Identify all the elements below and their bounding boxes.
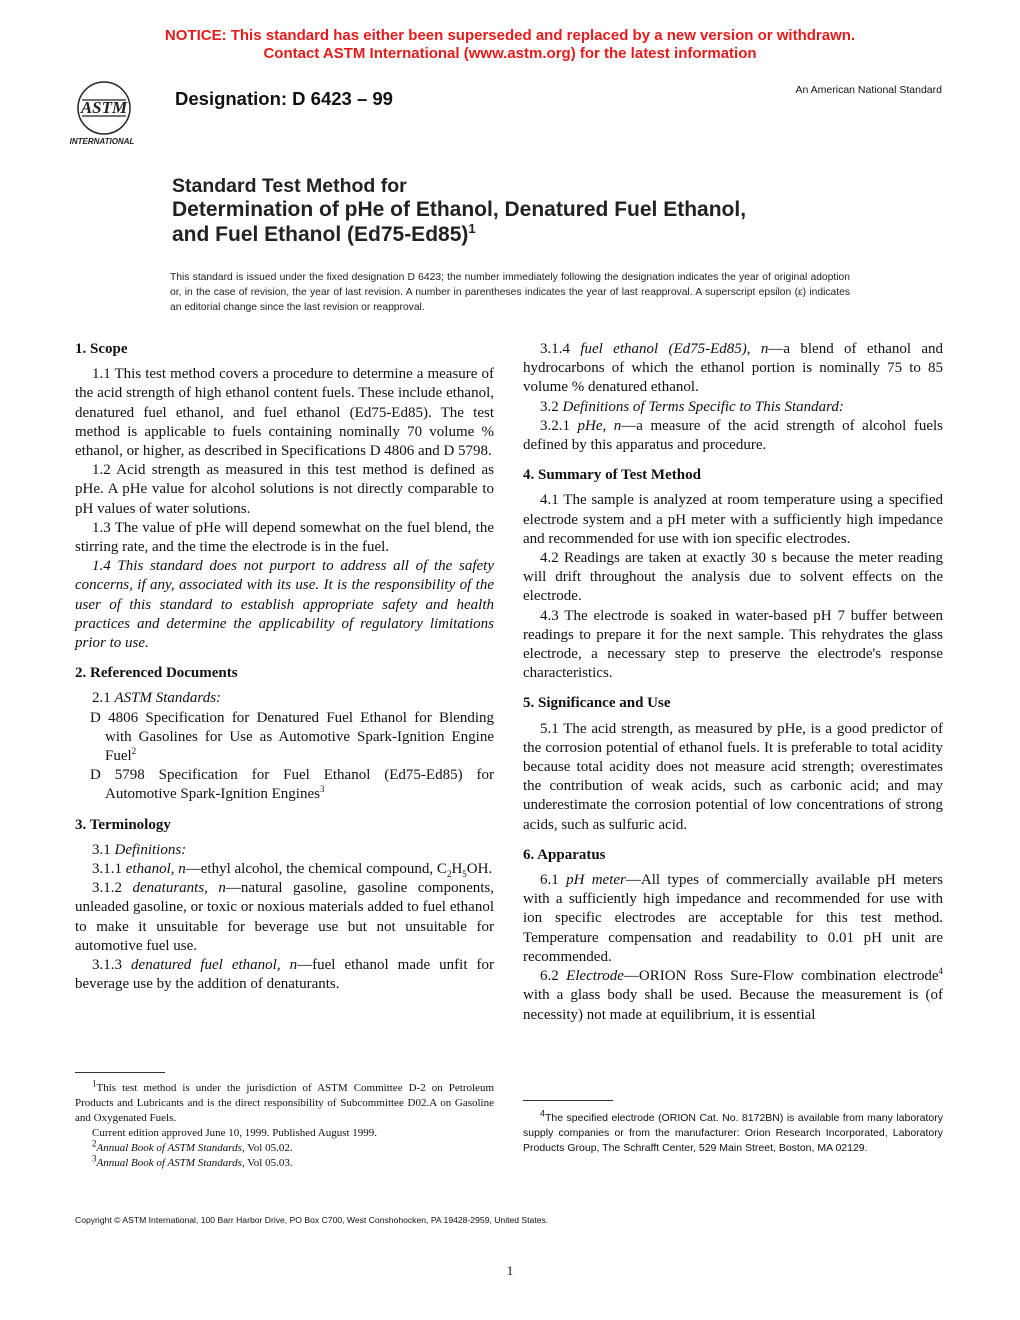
term: denatured fuel ethanol, n <box>131 957 298 974</box>
definition-text: —ORION Ross Sure-Flow combination electrode <box>623 968 939 985</box>
footnote-3 <box>75 1153 494 1171</box>
term: Electrode <box>566 968 624 985</box>
paragraph-3-2 <box>523 398 943 417</box>
footnote-1 <box>75 1078 494 1126</box>
definition-text: —natural gasoline, gasoline components, unleaded gasoline, or toxic or noxious materials added to fuel ethanol to make it unsuitable for beverage use but not unsuitable for automotive fuel use. <box>75 880 495 954</box>
paragraph-number: 6.2 <box>540 968 559 985</box>
definition-text: —ethyl alcohol, the chemical compound, C <box>185 861 447 878</box>
term: ethanol, n <box>125 861 186 878</box>
definition-denaturants <box>75 879 494 956</box>
logo-subtext: INTERNATIONAL <box>69 137 135 146</box>
definition-denatured-fuel-ethanol <box>75 956 494 994</box>
paragraph-number: 3.2 <box>540 398 559 415</box>
paragraph-number: 3.1 <box>92 841 111 858</box>
section-heading-referenced-documents: 2. Referenced Documents <box>75 665 238 682</box>
right-column <box>523 340 943 1025</box>
footnote-text: , Vol 05.03. <box>241 1157 293 1169</box>
paragraph-4-3: 4.3 The electrode is soaked in water-based pH 7 buffer between readings to prepare it for the next sample. This rehydrates the glass electrode, a necessary step to preserve the electrode's response characteristics. <box>523 607 943 682</box>
logo-letters: ASTM <box>80 98 128 117</box>
designation: Designation: D 6423 – 99 <box>175 88 393 109</box>
american-national-standard-label: An American National Standard <box>795 84 942 96</box>
term: pHe, n <box>577 417 622 434</box>
section-heading-scope: 1. Scope <box>75 341 128 357</box>
section-heading-terminology: 3. Terminology <box>75 816 171 833</box>
paragraph-number: 2.1 <box>92 690 111 707</box>
paragraph-number: 3.1.1 <box>92 861 122 878</box>
definition-text: with a glass body shall be used. Because the measurement is (of necessity) not made at equilibrium, it is essential <box>523 987 943 1023</box>
subheading-text: Definitions of Terms Specific to This Standard: <box>562 398 844 415</box>
title-line-1: Standard Test Method for <box>172 175 407 197</box>
title-footnote-ref: 1 <box>468 221 476 236</box>
issue-note: This standard is issued under the fixed designation D 6423; the number immediately following the designation indicates the year of original adoption or, in the case of revision, the year of last revision. A number in parentheses indicates the year of last reapproval. A superscript epsilon (ε) indicates an editorial change since the last revision or reapproval. <box>170 272 850 313</box>
subheading-text: Definitions: <box>114 841 187 858</box>
definition-phe <box>523 417 943 455</box>
paragraph-1-2: 1.2 Acid strength as measured in this test method is defined as pHe. A pHe value for alcohol solutions is not directly comparable to pH values of water solutions. <box>75 462 494 517</box>
reference-d4806 <box>75 709 494 767</box>
paragraph-number: 3.1.2 <box>92 880 122 897</box>
reference-d5798 <box>75 766 494 804</box>
paragraph-4-1: 4.1 The sample is analyzed at room temperature using a specified electrode system and a pH meter with a sufficiently high impedance and recommended for use with ion specific electrodes. <box>523 492 943 547</box>
term: denaturants, n <box>132 880 226 897</box>
paragraph-6-1 <box>523 871 943 967</box>
section-heading-significance: 5. Significance and Use <box>523 695 671 712</box>
footnote-4 <box>523 1108 943 1156</box>
definition-text: —fuel ethanol made unfit for beverage use by the addition of denaturants. <box>75 957 495 993</box>
section-heading-summary: 4. Summary of Test Method <box>523 467 701 484</box>
paragraph-number: 3.2.1 <box>540 417 570 434</box>
footnote-marker: 1 <box>92 1078 97 1089</box>
footnote-divider-right <box>523 1100 613 1101</box>
reference-text: D 5798 Specification for Fuel Ethanol (Ed75-Ed85) for Automotive Spark-Ignition Engines <box>90 767 494 803</box>
paragraph-5-1: 5.1 The acid strength, as measured by pHe, is a good predictor of the corrosion potential of ethanol fuels. It is preferable to total acidity because total acidity does not measure acid strength; overestimates the contribution of weak acids, such as carbonic acid; and may underestimate the corrosion potential of low concentrations of strong acids, such as sulfuric acid. <box>523 720 943 833</box>
subscript: 2 <box>446 869 452 880</box>
paragraph-1-1: 1.1 This test method covers a procedure to determine a measure of the acid strength of high ethanol content fuels. These include ethanol, denatured fuel ethanol, and fuel ethanol (Ed75-Ed85). The test method is applicable to fuels containing nominally 70 volume % ethanol, or higher, as described in Specifications D 4806 and D 5798. <box>75 366 494 460</box>
definition-fuel-ethanol <box>523 340 943 398</box>
footnote-ref: 2 <box>131 746 137 757</box>
paragraph-number: 3.1.3 <box>92 957 122 974</box>
copyright-line: Copyright © ASTM International, 100 Barr Harbor Drive, PO Box C700, West Conshohocken, PA 19428-2959, United States. <box>75 1215 549 1225</box>
term: fuel ethanol (Ed75-Ed85), n <box>580 341 769 357</box>
paragraph-1-3: 1.3 The value of pHe will depend somewhat on the fuel blend, the stirring rate, and the time the electrode is in the fuel. <box>75 519 494 556</box>
footnote-2 <box>75 1138 494 1156</box>
footnote-text: , Vol 05.02. <box>241 1142 293 1154</box>
definition-ethanol <box>75 860 494 879</box>
reference-text: D 4806 Specification for Denatured Fuel Ethanol for Blending with Gasolines for Use as Automotive Spark-Ignition Engine Fuel <box>90 709 494 765</box>
term: pH meter <box>566 872 626 889</box>
paragraph-6-2 <box>523 967 943 1025</box>
definition-text: —All types of commercially available pH meters with a sufficiently high impedance and recommended for use with ion specific electrodes are acceptable for this test method. Temperature compensation and readability to 0.01 pH unit are recommended. <box>523 872 943 965</box>
definition-text: —a blend of ethanol and hydrocarbons of which the ethanol portion is nominally 75 to 85 volume % denatured ethanol. <box>523 341 944 396</box>
formula-part: OH. <box>466 861 493 878</box>
astm-logo-icon <box>66 78 162 148</box>
page-number: 1 <box>506 1263 514 1278</box>
paragraph-3-1 <box>75 841 494 860</box>
footnote-italic: Annual Book of ASTM Standards <box>96 1157 242 1169</box>
footnote-ref: 4 <box>938 966 943 977</box>
footnotes-right <box>523 1108 943 1156</box>
footnote-italic: Annual Book of ASTM Standards <box>96 1142 242 1154</box>
withdrawal-notice <box>0 27 1020 63</box>
subscript: 5 <box>462 869 467 880</box>
footnote-marker: 2 <box>92 1138 97 1149</box>
notice-line-2: Contact ASTM International (www.astm.org) for the latest information <box>263 45 757 62</box>
formula-part: H <box>451 861 463 878</box>
footnote-marker: 3 <box>92 1153 97 1164</box>
footnote-divider-left <box>75 1072 165 1073</box>
footnote-marker: 4 <box>540 1108 546 1119</box>
footnote-text: The specified electrode (ORION Cat. No. 8172BN) is available from many laboratory supply companies or from the manufacturer: Orion Research Incorporated, Laboratory Products Group, The Schrafft Center, 529 Main Street, Boston, MA 02129. <box>523 1112 943 1154</box>
paragraph-1-4: 1.4 This standard does not purport to address all of the safety concerns, if any, associated with its use. It is the responsibility of the user of this standard to establish appropriate safety and health practices and determine the applicability of regulatory limitations prior to use. <box>75 558 494 652</box>
title-line-3-text: and Fuel Ethanol (Ed75-Ed85) <box>172 223 469 246</box>
footnote-1-edition: Current edition approved June 10, 1999. Published August 1999. <box>92 1127 378 1139</box>
notice-line-1: NOTICE: This standard has either been superseded and replaced by a new version or withdrawn. <box>164 27 856 44</box>
definition-text: —a measure of the acid strength of alcohol fuels defined by this apparatus and procedure. <box>523 417 944 454</box>
footnote-text: This test method is under the jurisdiction of ASTM Committee D-2 on Petroleum Products and Lubricants and is the direct responsibility of Subcommittee D02.A on Gasoline and Oxygenated Fuels. <box>75 1082 494 1124</box>
paragraph-number: 3.1.4 <box>540 341 570 357</box>
title-line-3 <box>172 222 746 247</box>
footnote-ref: 3 <box>319 784 325 795</box>
section-heading-apparatus: 6. Apparatus <box>523 846 606 863</box>
document-title <box>172 175 746 247</box>
subheading-text: ASTM Standards: <box>114 690 222 707</box>
paragraph-4-2: 4.2 Readings are taken at exactly 30 s because the meter reading will drift throughout the analysis due to solvent effects on the electrode. <box>523 550 943 605</box>
footnotes-left <box>75 1078 494 1171</box>
paragraph-number: 6.1 <box>540 872 559 889</box>
title-line-2: Determination of pHe of Ethanol, Denatured Fuel Ethanol, <box>172 198 747 221</box>
left-column <box>75 340 494 995</box>
paragraph-2-1 <box>75 689 494 708</box>
